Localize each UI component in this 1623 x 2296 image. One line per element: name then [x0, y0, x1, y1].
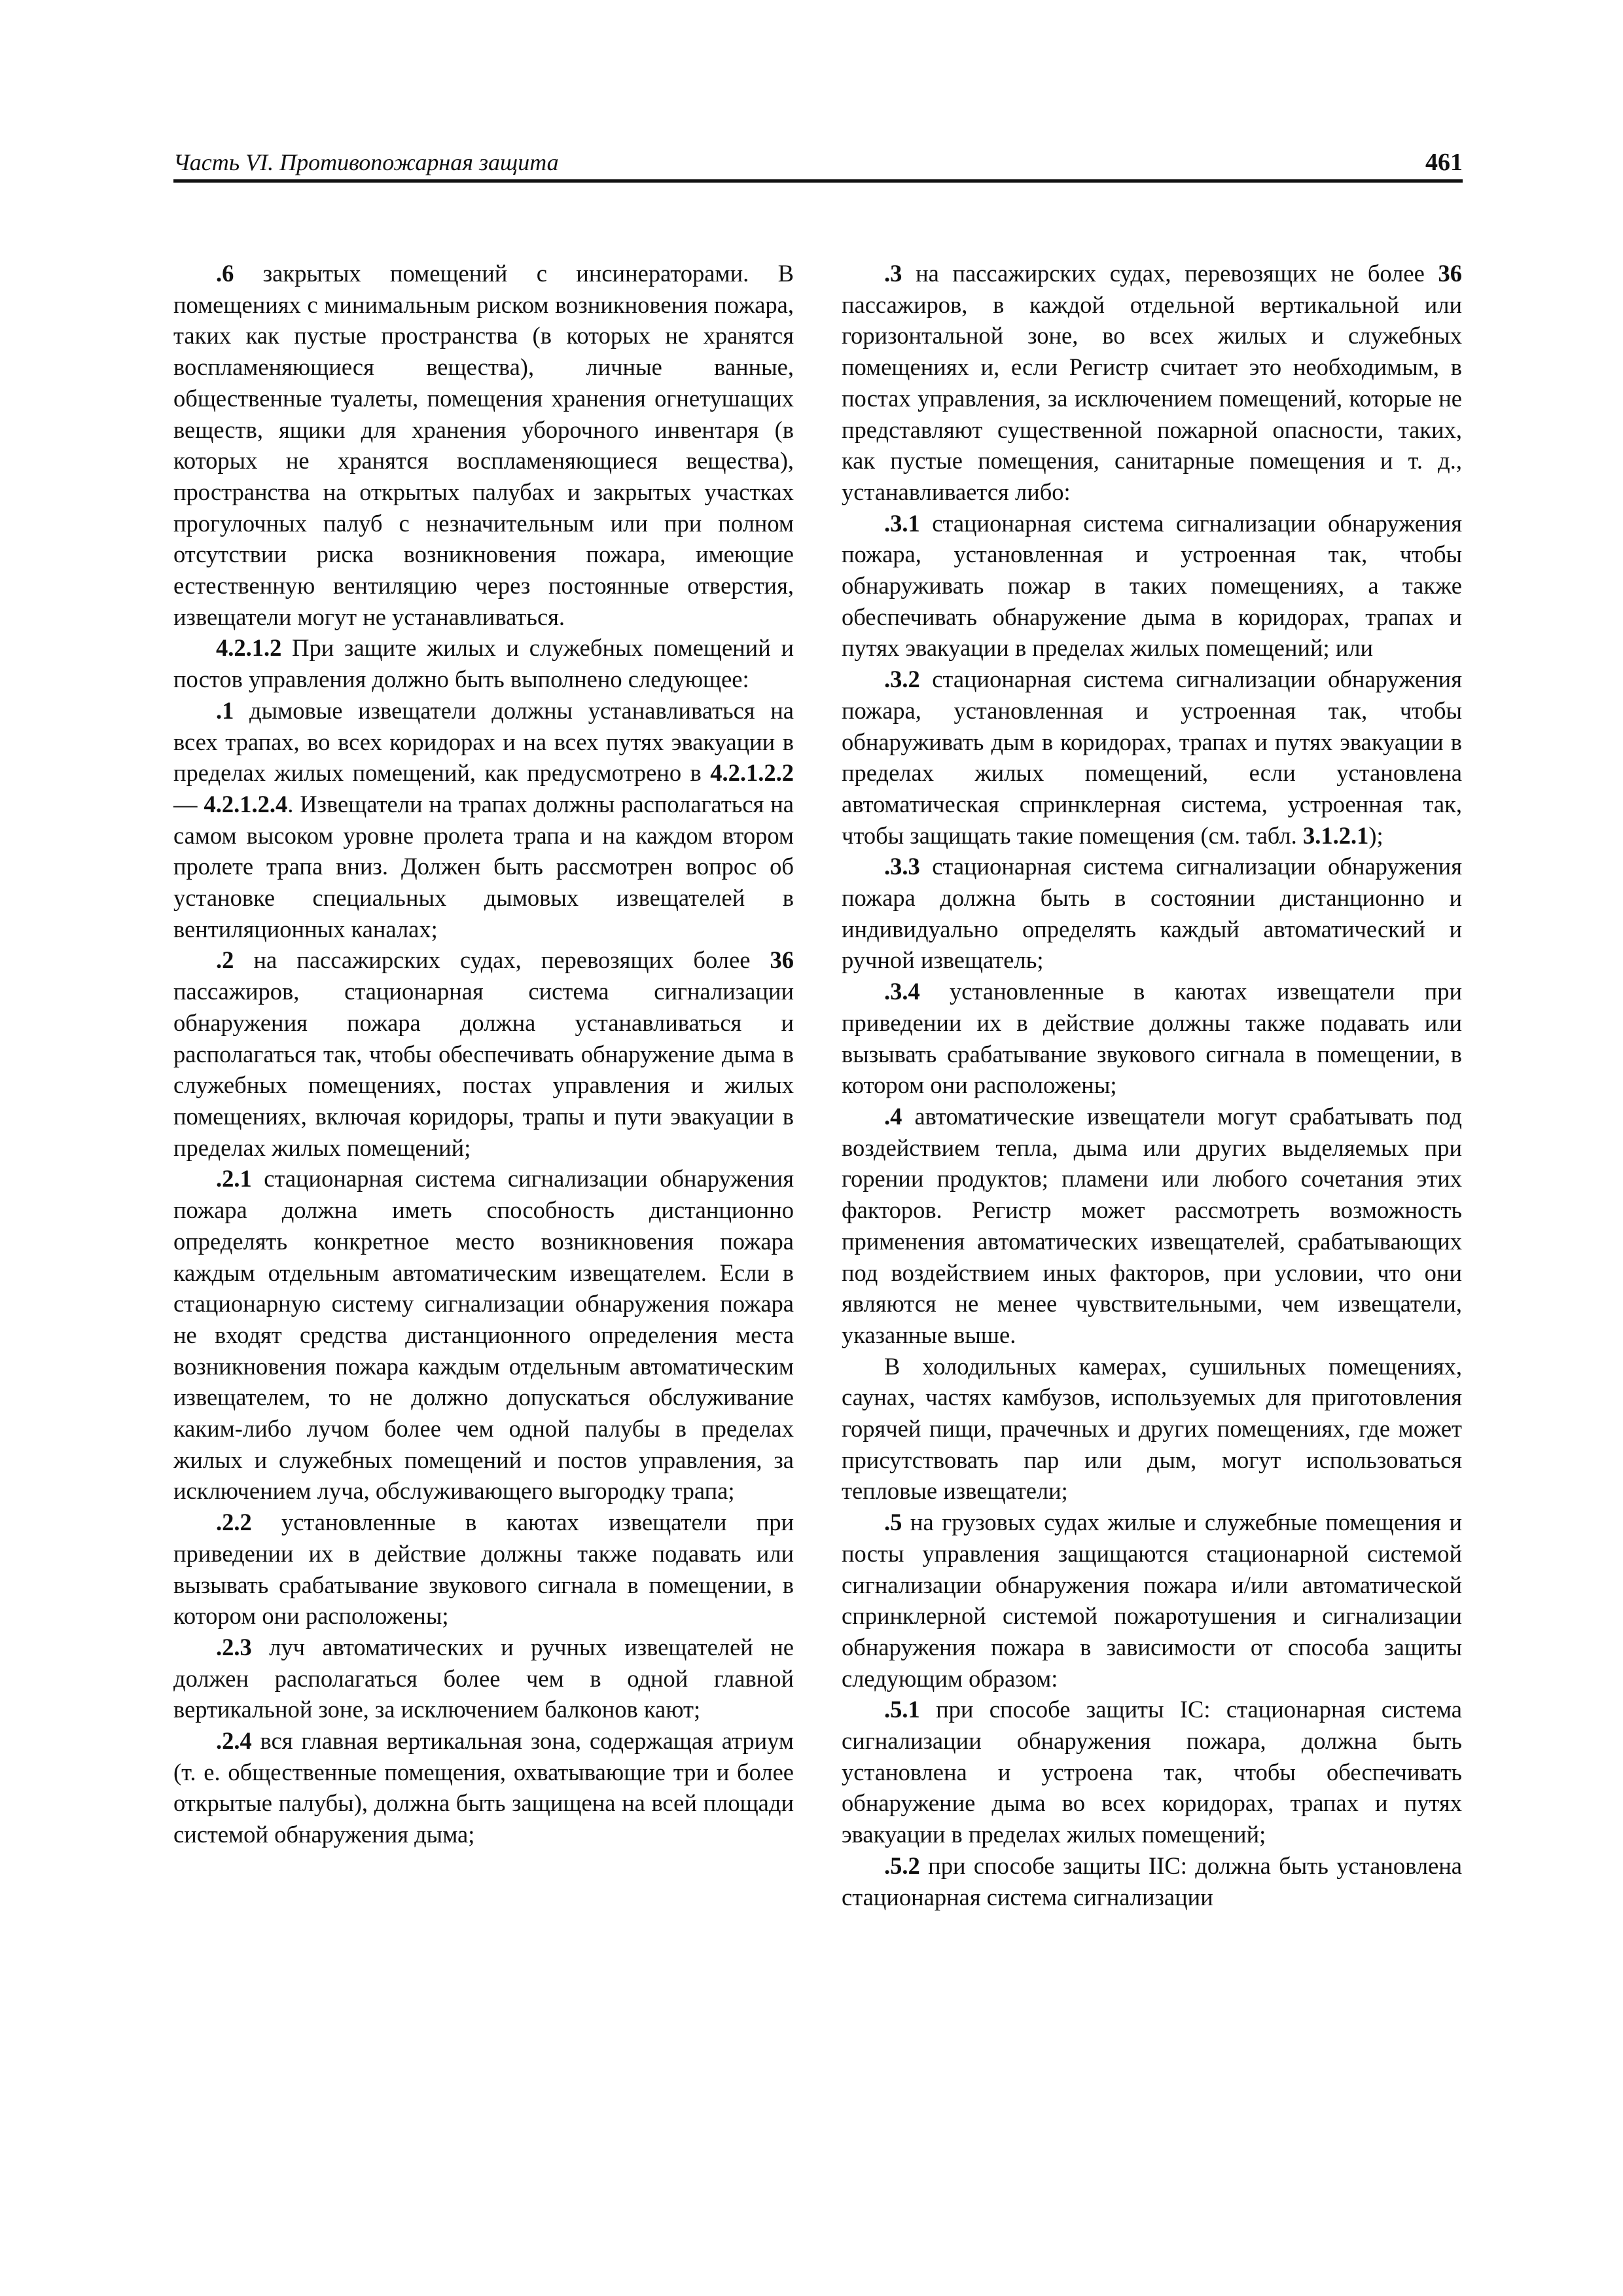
paragraph — [842, 976, 1462, 1101]
page-number: 461 — [1425, 149, 1463, 176]
paragraph-text: стационарная система сигнализации обнаружения пожара, установленная и устроенная так, чтобы обнаруживать дым в коридорах, трапах и путях эвакуации в пределах жилых помещений, если установлена автоматическая спринклерная система, устроенная так, чтобы защищать такие помещения (см. табл. — [842, 666, 1462, 849]
clause-number: .3.4 — [884, 978, 920, 1005]
left-column — [173, 258, 794, 1850]
paragraph-text: . Извещатели на трапах должны располагаться на самом высоком уровне пролета трапа и на каждом втором пролете трапа вниз. Должен быть рассмотрен вопрос об установке специальных дымовых извещателей в вентиляционных каналах; — [173, 790, 794, 942]
clause-number: .2.1 — [216, 1165, 252, 1193]
paragraph-text: дымовые извещатели должны устанавливаться на всех трапах, во всех коридорах и на всех путях эвакуации в пределах жилых помещений, как предусмотрено в — [173, 696, 794, 787]
paragraph — [173, 944, 794, 1163]
paragraph-text: стационарная система сигнализации обнаружения пожара должна иметь способность дистанционно определять конкретное место возникновения пожара каждым отдельным автоматическим извещателем. Если в стационарную систему сигнализации обнаружения пожара не входят средства дистанционного определения места возникновения пожара каждым отдельным автоматическим извещателем, то не должно допускаться обслуживание каким-либо лучом более чем одной палубы в пределах жилых и служебных помещений и постов управления, за исключением луча, обслуживающего выгородку трапа; — [173, 1165, 794, 1505]
paragraph-text: установленные в каютах извещатели при приведении их в действие должны также подавать или вызывать срабатывание звукового сигнала в помещении, в котором они расположены; — [173, 1509, 794, 1630]
bold-number: 36 — [770, 946, 794, 974]
paragraph — [842, 1101, 1462, 1351]
clause-reference: 4.2.1.2.2 — [710, 759, 794, 787]
header-title: Часть VI. Противопожарная защита — [173, 149, 559, 175]
running-header — [173, 145, 1463, 183]
paragraph — [842, 258, 1462, 508]
paragraph — [842, 1694, 1462, 1850]
paragraph — [842, 1507, 1462, 1694]
clause-number: .3.1 — [884, 509, 920, 537]
paragraph-text: луч автоматических и ручных извещателей не должен располагаться более чем в одной главной вертикальной зоне, за исключением балконов кают; — [173, 1633, 794, 1723]
paragraph-text: пассажиров, в каждой отдельной вертикальной или горизонтальной зоне, во всех жилых и служебных помещениях и, если Регистр считает это необходимым, в постах управления, за исключением помещений, которые не представляют существенной пожарной опасности, таких, как пустые помещения, санитарные помещения и т. д., устанавливается либо: — [842, 291, 1462, 505]
dash: — — [173, 790, 204, 817]
clause-number: .5 — [884, 1509, 902, 1536]
paragraph-text: при способе защиты IIC: должна быть установлена стационарная система сигнализации — [842, 1852, 1462, 1910]
bold-number: 36 — [1438, 260, 1462, 287]
paragraph — [842, 508, 1462, 664]
right-column — [842, 258, 1462, 1912]
paragraph — [842, 851, 1462, 976]
clause-number: .2.2 — [216, 1509, 252, 1536]
clause-number: .5.2 — [884, 1852, 920, 1879]
paragraph-text: на грузовых судах жилые и служебные помещения и посты управления защищаются стационарной системой сигнализации обнаружения пожара и/или автоматической спринклерной системой пожаротушения и сигнализации обнаружения пожара в зависимости от способа защиты следующим образом: — [842, 1509, 1462, 1692]
paragraph-text: В холодильных камерах, сушильных помещениях, саунах, частях камбузов, используемых для приготовления горячей пищи, прачечных и других помещениях, где может присутствовать пар или дым, могут использоваться тепловые извещатели; — [842, 1352, 1462, 1505]
paragraph — [842, 664, 1462, 851]
paragraph-text: автоматические извещатели могут срабатывать под воздействием тепла, дыма или других выделяемых при горении продуктов; пламени или любого сочетания этих факторов. Регистр может рассмотреть возможность применения автоматических извещателей, срабатывающих под воздействием иных факторов, при условии, что они являются не менее чувствительными, чем извещатели, указанные выше. — [842, 1102, 1462, 1348]
clause-number: .3 — [884, 260, 902, 287]
paragraph-text: При защите жилых и служебных помещений и постов управления должно быть выполнено следующее: — [173, 634, 794, 693]
paragraph-text: стационарная система сигнализации обнаружения пожара, установленная и устроенная так, чтобы обнаруживать пожар в таких помещениях, а также обеспечивать обнаружение дыма в коридорах, трапах и путях эвакуации в пределах жилых помещений; или — [842, 509, 1462, 662]
clause-number: .2.3 — [216, 1633, 252, 1660]
clause-number: .2.4 — [216, 1727, 252, 1755]
paragraph-text: стационарная система сигнализации обнаружения пожара должна быть в состоянии дистанционно и индивидуально определять каждый автоматический и ручной извещатель; — [842, 853, 1462, 974]
paragraph — [173, 1507, 794, 1632]
clause-number: .1 — [216, 696, 234, 724]
paragraph — [842, 1351, 1462, 1507]
paragraph — [173, 1725, 794, 1850]
paragraph — [173, 695, 794, 945]
clause-number: .5.1 — [884, 1696, 920, 1723]
clause-number: .3.3 — [884, 853, 920, 880]
paragraph — [173, 258, 794, 632]
paragraph-text: пассажиров, стационарная система сигнализации обнаружения пожара должна устанавливаться и располагаться так, чтобы обеспечивать обнаружение дыма в служебных помещениях, постах управления и жилых помещениях, включая коридоры, трапы и пути эвакуации в пределах жилых помещений; — [173, 978, 794, 1161]
paragraph — [842, 1850, 1462, 1912]
paragraph-text: ); — [1368, 821, 1383, 849]
clause-number: .6 — [216, 260, 234, 287]
paragraph-text: на пассажирских судах, перевозящих не более — [902, 260, 1438, 287]
paragraph-text: на пассажирских судах, перевозящих более — [234, 946, 770, 974]
clause-number: .2 — [216, 946, 234, 974]
clause-number: 4.2.1.2 — [216, 634, 282, 662]
paragraph-text: установленные в каютах извещатели при приведении их в действие должны также подавать или вызывать срабатывание звукового сигнала в помещении, в котором они расположены; — [842, 978, 1462, 1099]
paragraph — [173, 1632, 794, 1725]
paragraph-text: вся главная вертикальная зона, содержащая атриум (т. е. общественные помещения, охватывающие три и более открытые палубы), должна быть защищена на всей площади системой обнаружения дыма; — [173, 1727, 794, 1848]
table-reference: 3.1.2.1 — [1302, 821, 1369, 849]
paragraph — [173, 1163, 794, 1507]
clause-reference: 4.2.1.2.4 — [204, 790, 288, 817]
paragraph — [173, 632, 794, 694]
clause-number: .3.2 — [884, 666, 920, 693]
paragraph-text: при способе защиты IC: стационарная система сигнализации обнаружения пожара, должна быть установлена и устроена так, чтобы обеспечивать обнаружение дыма во всех коридорах, трапах и путях эвакуации в пределах жилых помещений; — [842, 1696, 1462, 1848]
paragraph-text: закрытых помещений с инсинераторами. В помещениях с минимальным риском возникновения пожара, таких как пустые пространства (в которых не хранятся воспламеняющиеся вещества), личные ванные, общественные туалеты, помещения хранения огнетушащих веществ, ящики для хранения уборочного инвентаря (в которых не хранятся воспламеняющиеся вещества), пространства на открытых палубах и закрытых участках прогулочных палуб с незначительным или при полном отсутствии риска возникновения пожара, имеющие естественную вентиляцию через постоянные отверстия, извещатели могут не устанавливаться. — [173, 260, 794, 630]
clause-number: .4 — [884, 1102, 902, 1130]
